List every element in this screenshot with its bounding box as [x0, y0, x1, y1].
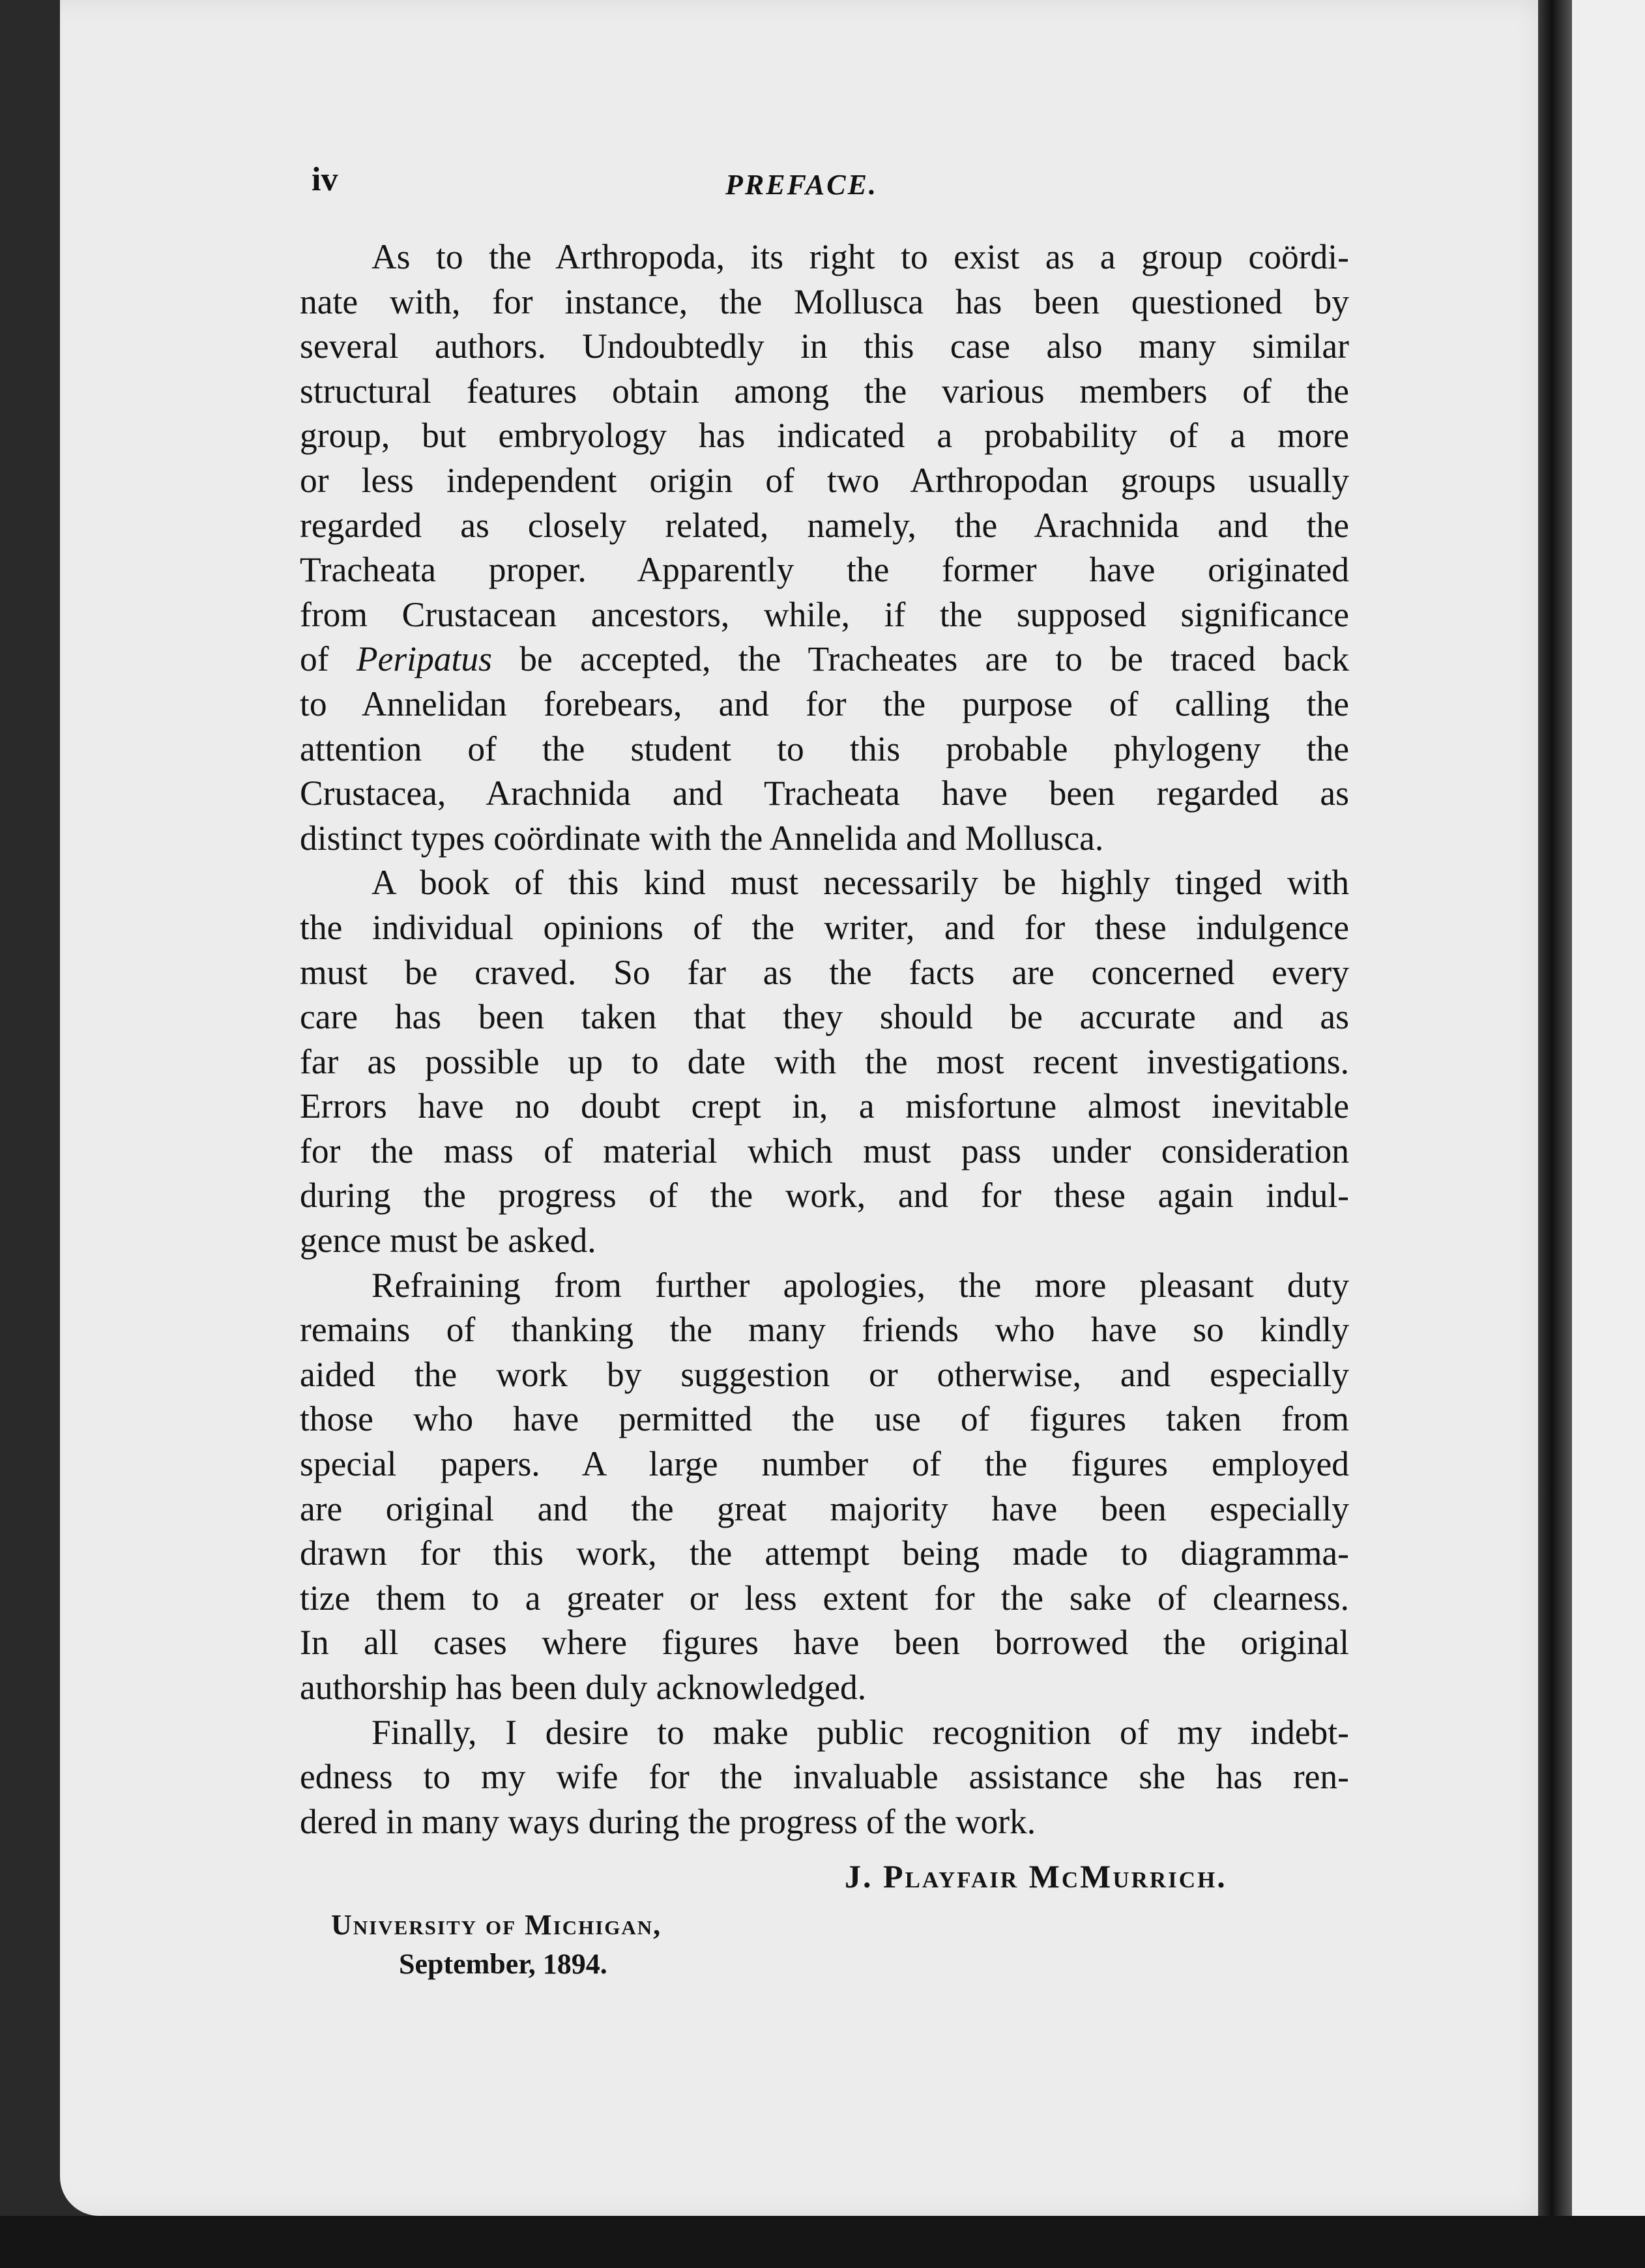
text-line: Refraining from further apologies, the more pleasant duty — [371, 1265, 1349, 1305]
text-line: to Annelidan forebears, and for the purpose of calling the — [300, 684, 1349, 723]
text-line: for the mass of material which must pass under consideration — [300, 1131, 1349, 1170]
text-line: dered in many ways during the progress of the work. — [300, 1801, 1036, 1841]
text-line: far as possible up to date with the most recent investigations. — [300, 1041, 1349, 1081]
paragraph — [300, 1710, 1349, 1844]
text-line: or less independent origin of two Arthropodan groups usually — [300, 460, 1349, 500]
page-number: iv — [312, 161, 338, 198]
text-line: distinct types coördinate with the Annelida and Mollusca. — [300, 818, 1104, 858]
italic-term: Peripatus — [356, 639, 492, 679]
text-line: Finally, I desire to make public recognition of my indebt- — [371, 1712, 1349, 1752]
text-line: several authors. Undoubtedly in this case also many similar — [300, 327, 1349, 366]
text-line: during the progress of the work, and for these again indul- — [300, 1176, 1349, 1215]
text-line: of Peripatus be accepted, the Tracheates are to be traced back — [300, 639, 1349, 679]
text-line: edness to my wife for the invaluable assistance she has ren- — [300, 1757, 1349, 1797]
text-line: the individual opinions of the writer, and for these indulgence — [300, 907, 1349, 947]
signature-date: September, 1894. — [399, 1948, 607, 1980]
paragraph — [300, 235, 1349, 860]
author-signature: J. Playfair McMurrich. — [845, 1858, 1227, 1895]
text-line: Errors have no doubt crept in, a misfortune almost inevitable — [300, 1086, 1349, 1126]
text-line: As to the Arthropoda, its right to exist as a group coördi- — [371, 237, 1349, 276]
paragraph — [300, 1263, 1349, 1710]
text-line: special papers. A large number of the figures employed — [300, 1444, 1349, 1484]
text-line: A book of this kind must necessarily be highly tinged with — [371, 863, 1349, 903]
text-line: drawn for this work, the attempt being made to diagramma- — [300, 1534, 1349, 1573]
book-spine-shadow — [1538, 0, 1572, 2229]
facing-page-edge — [1572, 0, 1645, 2229]
signature-place: University of Michigan, — [331, 1909, 662, 1941]
preface-body — [300, 235, 1349, 1844]
text-line: must be craved. So far as the facts are concerned every — [300, 952, 1349, 992]
text-line: tize them to a greater or less extent for the sake of clearness. — [300, 1578, 1349, 1618]
text-line: care has been taken that they should be accurate and as — [300, 997, 1349, 1037]
scan-bottom-edge — [0, 2216, 1645, 2268]
text-line: gence must be asked. — [300, 1221, 596, 1260]
text-line: nate with, for instance, the Mollusca has been questioned by — [300, 282, 1349, 321]
running-head: PREFACE. — [725, 169, 878, 201]
paragraph — [300, 860, 1349, 1262]
text-line: remains of thanking the many friends who have so kindly — [300, 1310, 1349, 1350]
text-line: authorship has been duly acknowledged. — [300, 1668, 867, 1707]
text-line: attention of the student to this probable phylogeny the — [300, 729, 1349, 768]
text-line: structural features obtain among the various members of the — [300, 371, 1349, 411]
text-line: Tracheata proper. Apparently the former have originated — [300, 550, 1349, 590]
text-line: aided the work by suggestion or otherwise, and especially — [300, 1354, 1349, 1394]
text-line: those who have permitted the use of figures taken from — [300, 1399, 1349, 1439]
text-line: regarded as closely related, namely, the Arachnida and the — [300, 505, 1349, 545]
text-line: are original and the great majority have been especially — [300, 1489, 1349, 1528]
text-line: In all cases where figures have been borrowed the original — [300, 1623, 1349, 1663]
text-line: group, but embryology has indicated a probability of a more — [300, 416, 1349, 456]
text-line: from Crustacean ancestors, while, if the supposed significance — [300, 594, 1349, 634]
text-line: Crustacea, Arachnida and Tracheata have been regarded as — [300, 774, 1349, 813]
